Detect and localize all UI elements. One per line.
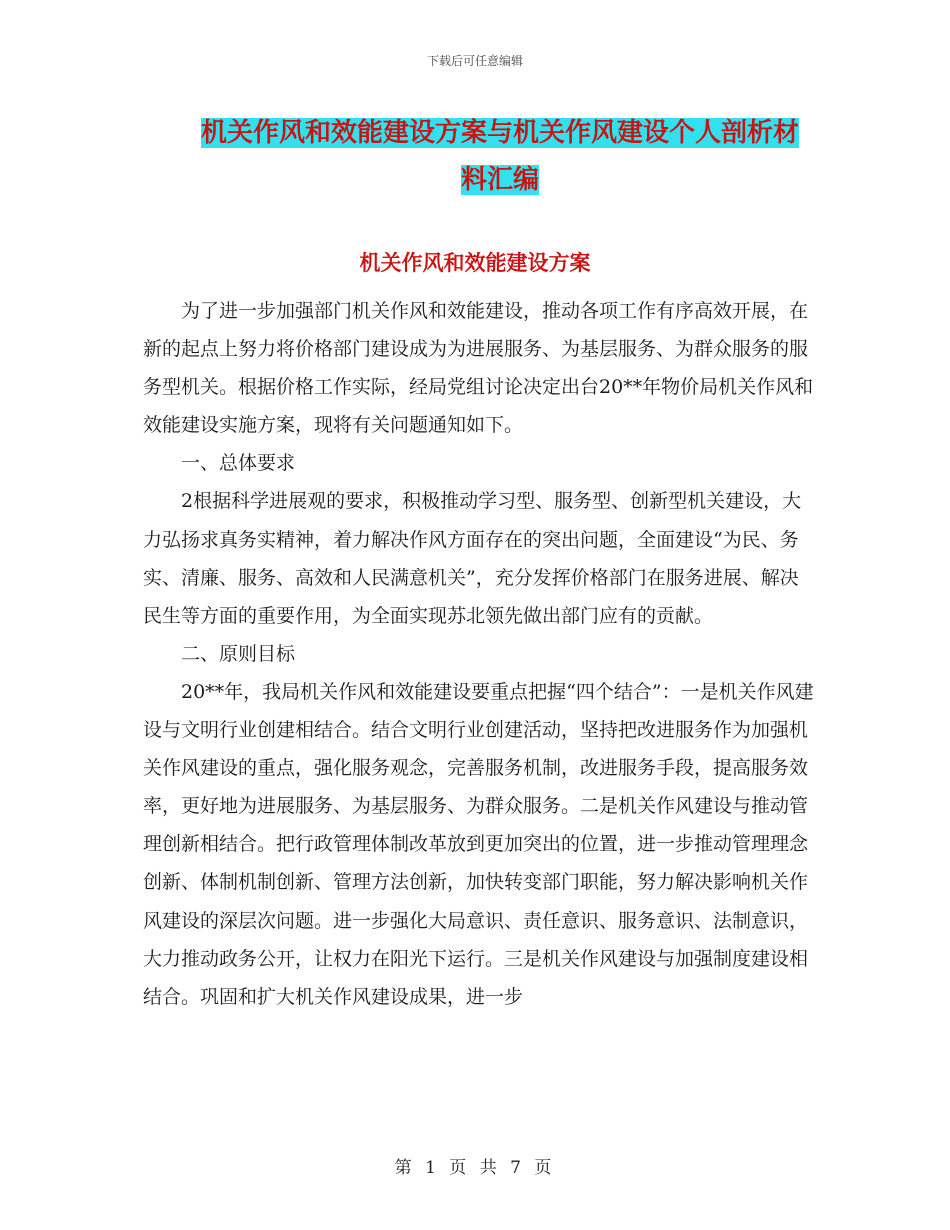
document-body (143, 292, 815, 1016)
document-title-text: 机关作风和效能建设方案与机关作风建设个人剖析材料汇编 (200, 118, 799, 195)
header-note: 下载后可任意编辑 (426, 54, 523, 68)
page-number: 第 1 页 共 7 页 (394, 1158, 556, 1178)
paragraph-intro: 为了进一步加强部门机关作风和效能建设，推动各项工作有序高效开展，在新的起点上努力将价格部门建设成为为进展服务、为基层服务、为群众服务的服务型机关。根据价格工作实际，经局党组讨论决定出台20**年物价局机关作风和效能建设实施方案，现将有关问题通知如下。 (143, 300, 814, 437)
heading-general-requirements: 一、总体要求 (181, 452, 296, 475)
paragraph-principles-goals: 20**年，我局机关作风和效能建设要重点把握“四个结合”：一是机关作风建设与文明行业创建相结合。结合文明行业创建活动，坚持把改进服务作为加强机关作风建设的重点，强化服务观念，完善服务机制，改进服务手段，提高服务效率，更好地为进展服务、为基层服务、为群众服务。二是机关作风建设与推动管理创新相结合。把行政管理体制改革放到更加突出的位置，进一步推动管理理念创新、体制机制创新、管理方法创新，加快转变部门职能，努力解决影响机关作风建设的深层次问题。进一步强化大局意识、责任意识、服务意识、法制意识，大力推动政务公开，让权力在阳光下运行。三是机关作风建设与加强制度建设相结合。巩固和扩大机关作风建设成果，进一步 (143, 680, 814, 1008)
document-title (190, 110, 810, 204)
section-title: 机关作风和效能建设方案 (359, 251, 591, 275)
heading-principles-goals: 二、原则目标 (181, 642, 296, 665)
paragraph-general-requirements: 2根据科学进展观的要求，积极推动学习型、服务型、创新型机关建设，大力弘扬求真务实精神，着力解决作风方面存在的突出问题，全面建设“为民、务实、清廉、服务、高效和人民满意机关”，充分发挥价格部门在服务进展、解决民生等方面的重要作用，为全面实现苏北领先做出部门应有的贡献。 (143, 490, 802, 627)
